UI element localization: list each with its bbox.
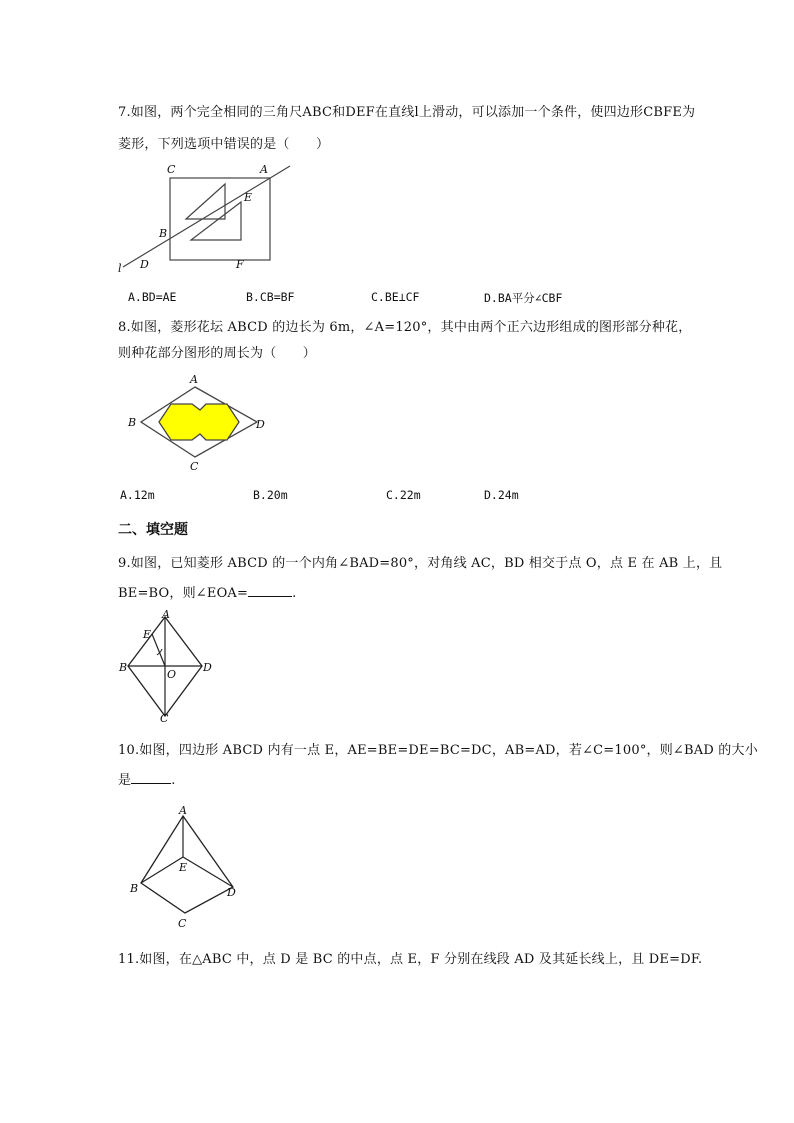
q7-label-d: D: [140, 258, 149, 271]
q7-label-l: l: [118, 262, 122, 275]
q9-label-b: B: [119, 661, 128, 674]
q9-label-c: C: [160, 712, 169, 725]
q9-label-o: O: [167, 668, 177, 681]
q9-figure: [115, 605, 225, 725]
q7-option-c: C.BE⊥CF: [371, 290, 420, 304]
q8-text-line2: 则种花部分图形的周长为（ ）: [118, 346, 317, 361]
q9-text-line1: 9.如图，已知菱形 ABCD 的一个内角∠BAD=80°，对角线 AC，BD 相交于点 O，点 E 在 AB 上，且: [118, 556, 723, 571]
q8-option-a: A.12m: [120, 488, 155, 502]
q8-option-b: B.20m: [253, 488, 288, 502]
q7-text-line1: 7.如图，两个完全相同的三角尺ABC和DEF在直线l上滑动，可以添加一个条件，使四边形CBFE为: [118, 105, 696, 120]
q10-segment-de: [183, 857, 233, 887]
q10-text-line1: 10.如图，四边形 ABCD 内有一点 E，AE=BE=DE=BC=DC，AB=AD，若∠C=100°，则∠BAD 的大小: [118, 743, 758, 758]
q8-option-d: D.24m: [484, 488, 519, 502]
q7-label-e: E: [244, 191, 253, 204]
q8-label-b: B: [128, 416, 137, 429]
q10-label-b: B: [130, 882, 139, 895]
q7-label-b: B: [159, 227, 168, 240]
q7-option-a: A.BD=AE: [128, 290, 177, 304]
q10-text-post: .: [171, 773, 176, 788]
q7-inner-triangle-top: [186, 184, 225, 219]
q7-line-l: [123, 166, 290, 267]
q8-hexagon-region: [159, 404, 239, 440]
q9-text-line2: [118, 582, 296, 601]
q7-option-b: B.CB=BF: [246, 290, 295, 304]
q10-answer-blank[interactable]: [131, 771, 171, 784]
q7-option-d: D.BA平分∠CBF: [484, 291, 563, 305]
q8-label-c: C: [190, 460, 199, 473]
q10-figure: [125, 800, 240, 930]
q10-segment-be: [141, 857, 183, 883]
q9-label-e: E: [143, 628, 152, 641]
q7-label-f: F: [236, 258, 244, 271]
q10-text-line2: [118, 769, 176, 788]
q10-text-pre: 是: [118, 773, 132, 788]
q10-label-a: A: [179, 804, 187, 817]
q8-text-line1: 8.如图，菱形花坛 ABCD 的边长为 6m，∠A=120°，其中由两个正六边形组成的图形部分种花，: [118, 320, 692, 335]
q9-text-pre: BE=BO，则∠EOA=: [118, 586, 249, 601]
q8-label-d: D: [256, 418, 265, 431]
section-title: 二、填空题: [118, 522, 188, 538]
q9-answer-blank[interactable]: [248, 584, 292, 597]
q7-label-c: C: [167, 163, 176, 176]
q9-label-a: A: [162, 608, 170, 621]
q9-label-d: D: [203, 661, 212, 674]
q7-label-a: A: [260, 163, 268, 176]
q7-text-line2: 菱形，下列选项中错误的是（ ）: [118, 137, 330, 152]
q9-segment-eo: [152, 634, 165, 666]
q10-label-e: E: [179, 861, 188, 874]
q11-text-line1: 11.如图，在△ABC 中，点 D 是 BC 的中点，点 E，F 分别在线段 AD 及其延长线上，且 DE=DF.: [118, 952, 703, 967]
q7-figure: [115, 160, 295, 275]
q8-figure: [122, 370, 272, 475]
q8-label-a: A: [190, 373, 198, 386]
q9-text-post: .: [292, 586, 297, 601]
q10-label-c: C: [178, 917, 187, 930]
q10-label-d: D: [227, 886, 236, 899]
q8-option-c: C.22m: [386, 488, 421, 502]
